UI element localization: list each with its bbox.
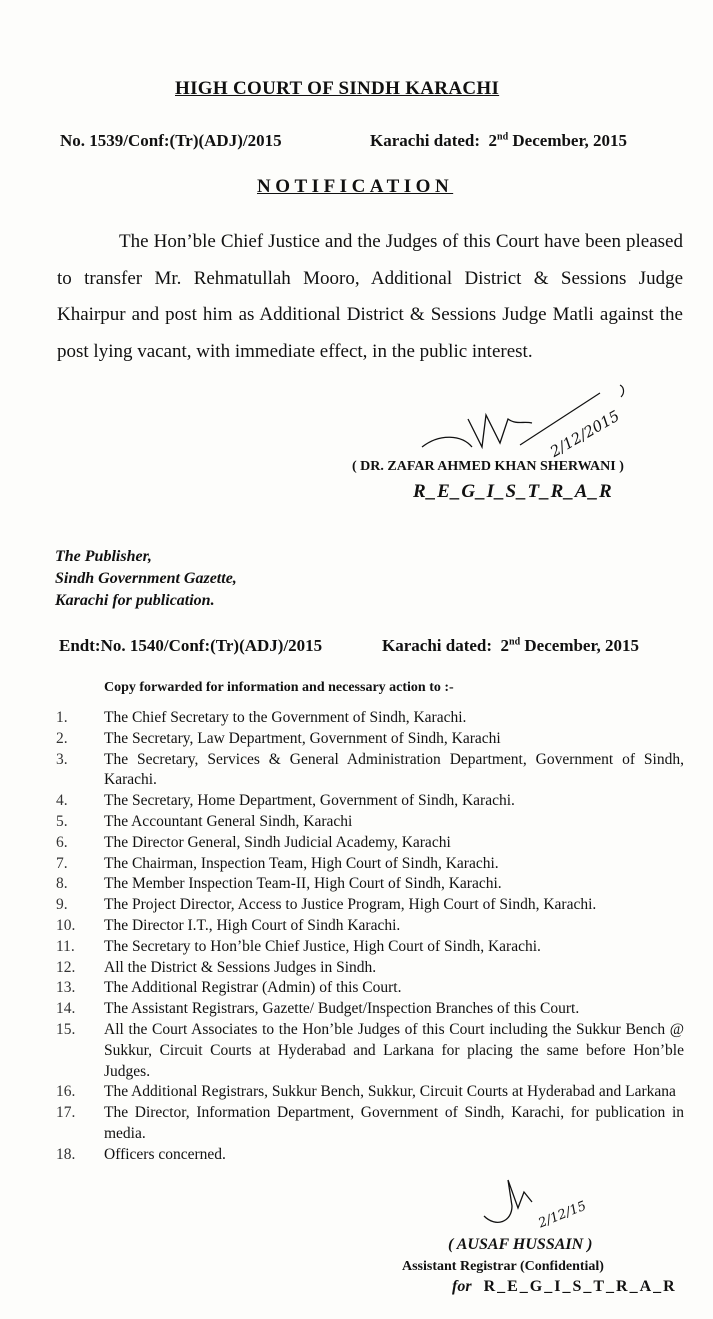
endorsement-date bbox=[382, 636, 639, 656]
recipient-text: The Director I.T., High Court of Sindh Karachi. bbox=[104, 916, 401, 934]
recipient-number: 7. bbox=[56, 854, 68, 872]
recipient-list bbox=[56, 708, 684, 1166]
publisher-line-1: The Publisher, bbox=[55, 548, 152, 565]
recipient-number: 11. bbox=[56, 937, 75, 955]
recipient-item bbox=[56, 937, 684, 958]
date-suffix: nd bbox=[497, 131, 509, 143]
recipient-item bbox=[56, 1103, 684, 1145]
recipient-number: 18. bbox=[56, 1145, 76, 1163]
recipient-text: The Director General, Sindh Judicial Academy, Karachi bbox=[104, 833, 451, 851]
recipient-number: 16. bbox=[56, 1083, 76, 1101]
notification-body bbox=[57, 224, 683, 370]
recipient-number: 4. bbox=[56, 792, 68, 810]
endt-date-suffix: nd bbox=[509, 636, 521, 648]
assistant-signature-date: 2/12/15 bbox=[536, 1198, 589, 1232]
recipient-text: The Secretary, Home Department, Government of Sindh, Karachi. bbox=[104, 792, 515, 810]
recipient-item bbox=[56, 708, 684, 729]
recipient-text: The Secretary, Services & General Administration Department, Government of Sindh, Karachi. bbox=[104, 750, 684, 789]
recipient-item bbox=[56, 854, 684, 875]
recipient-text: The Director, Information Department, Government of Sindh, Karachi, for publication in media. bbox=[104, 1104, 684, 1142]
assistant-registrar-designation: Assistant Registrar (Confidential) bbox=[402, 1259, 604, 1274]
registrar-designation: R_E_G_I_S_T_R_A_R bbox=[413, 481, 613, 502]
recipient-number: 13. bbox=[56, 979, 76, 997]
recipient-number: 8. bbox=[56, 875, 68, 893]
recipient-text: The Secretary, Law Department, Government of Sindh, Karachi bbox=[104, 729, 501, 747]
court-title: HIGH COURT OF SINDH KARACHI bbox=[175, 78, 500, 99]
recipient-number: 14. bbox=[56, 1000, 76, 1018]
publisher-line-3: Karachi for publication. bbox=[55, 592, 215, 609]
registrar-signature-date: 2/12/2015 bbox=[547, 406, 623, 461]
recipient-item bbox=[56, 750, 684, 792]
endorsement-number: Endt:No. 1540/Conf:(Tr)(ADJ)/2015 bbox=[59, 636, 323, 655]
assistant-registrar-signature bbox=[482, 1172, 602, 1232]
recipient-text: All the Court Associates to the Hon’ble Judges of this Court including the Sukkur Bench @ Sukkur, Circuit Courts at Hyderabad and Larkana for placing the same before Hon’ble Judges. bbox=[104, 1020, 684, 1080]
recipient-text: The Member Inspection Team-II, High Court of Sindh, Karachi. bbox=[104, 875, 502, 893]
notification-date bbox=[370, 131, 627, 151]
recipient-number: 9. bbox=[56, 896, 68, 914]
copy-forwarded-line: Copy forwarded for information and necessary action to :- bbox=[104, 680, 454, 695]
publisher-line-2: Sindh Government Gazette, bbox=[55, 570, 237, 587]
recipient-number: 17. bbox=[56, 1104, 76, 1122]
recipient-item bbox=[56, 729, 684, 750]
recipient-text: Officers concerned. bbox=[104, 1145, 226, 1163]
recipient-number: 2. bbox=[56, 729, 68, 747]
notification-body-text: The Hon’ble Chief Justice and the Judges of this Court have been pleased to transfer Mr. Rehmatullah Mooro, Additional District & Sessions Judge Khairpur and post him as Additional District & Sessions Judge Matli against the post lying vacant, with immediate effect, in the public interest. bbox=[57, 231, 683, 362]
recipient-text: All the District & Sessions Judges in Sindh. bbox=[104, 958, 377, 976]
recipient-item bbox=[56, 978, 684, 999]
for-word: for bbox=[452, 1278, 472, 1295]
recipient-item bbox=[56, 999, 684, 1020]
recipient-text: The Secretary to Hon’ble Chief Justice, High Court of Sindh, Karachi. bbox=[104, 937, 541, 955]
date-rest: December, 2015 bbox=[512, 131, 627, 150]
date-prefix: Karachi dated: bbox=[370, 131, 481, 150]
endt-date-rest: December, 2015 bbox=[524, 636, 639, 655]
reference-number: No. 1539/Conf:(Tr)(ADJ)/2015 bbox=[60, 131, 282, 150]
recipient-text: The Chairman, Inspection Team, High Court of Sindh, Karachi. bbox=[104, 854, 499, 872]
recipient-number: 5. bbox=[56, 812, 68, 830]
recipient-item bbox=[56, 833, 684, 854]
recipient-number: 10. bbox=[56, 916, 76, 934]
registrar-signature bbox=[420, 385, 640, 465]
recipient-item bbox=[56, 812, 684, 833]
notification-heading: NOTIFICATION bbox=[257, 176, 454, 197]
recipient-number: 1. bbox=[56, 709, 68, 726]
recipient-number: 12. bbox=[56, 958, 76, 976]
recipient-text: The Project Director, Access to Justice Program, High Court of Sindh, Karachi. bbox=[104, 896, 597, 914]
recipient-item bbox=[56, 791, 684, 812]
endt-date-day: 2 bbox=[500, 636, 510, 655]
recipient-item bbox=[56, 874, 684, 895]
endt-date-prefix: Karachi dated: bbox=[382, 636, 493, 655]
recipient-number: 6. bbox=[56, 833, 68, 851]
for-registrar-title: R_E_G_I_S_T_R_A_R bbox=[483, 1278, 677, 1295]
recipient-text: The Accountant General Sindh, Karachi bbox=[104, 812, 353, 830]
recipient-item bbox=[56, 1020, 684, 1082]
recipient-item bbox=[56, 916, 684, 937]
recipient-item bbox=[56, 895, 684, 916]
recipient-text: The Chief Secretary to the Government of Sindh, Karachi. bbox=[104, 709, 467, 726]
registrar-name: ( DR. ZAFAR AHMED KHAN SHERWANI ) bbox=[352, 459, 624, 474]
recipient-item bbox=[56, 1082, 684, 1103]
recipient-text: The Additional Registrar (Admin) of this Court. bbox=[104, 979, 402, 997]
recipient-item bbox=[56, 958, 684, 979]
recipient-item bbox=[56, 1145, 684, 1166]
recipient-number: 15. bbox=[56, 1020, 76, 1038]
date-day: 2 bbox=[488, 131, 498, 150]
recipient-text: The Assistant Registrars, Gazette/ Budget/Inspection Branches of this Court. bbox=[104, 1000, 580, 1018]
assistant-registrar-name: ( AUSAF HUSSAIN ) bbox=[448, 1236, 593, 1253]
recipient-text: The Additional Registrars, Sukkur Bench, Sukkur, Circuit Courts at Hyderabad and Larkana bbox=[104, 1083, 676, 1101]
recipient-number: 3. bbox=[56, 750, 68, 768]
for-registrar-line bbox=[452, 1278, 677, 1296]
